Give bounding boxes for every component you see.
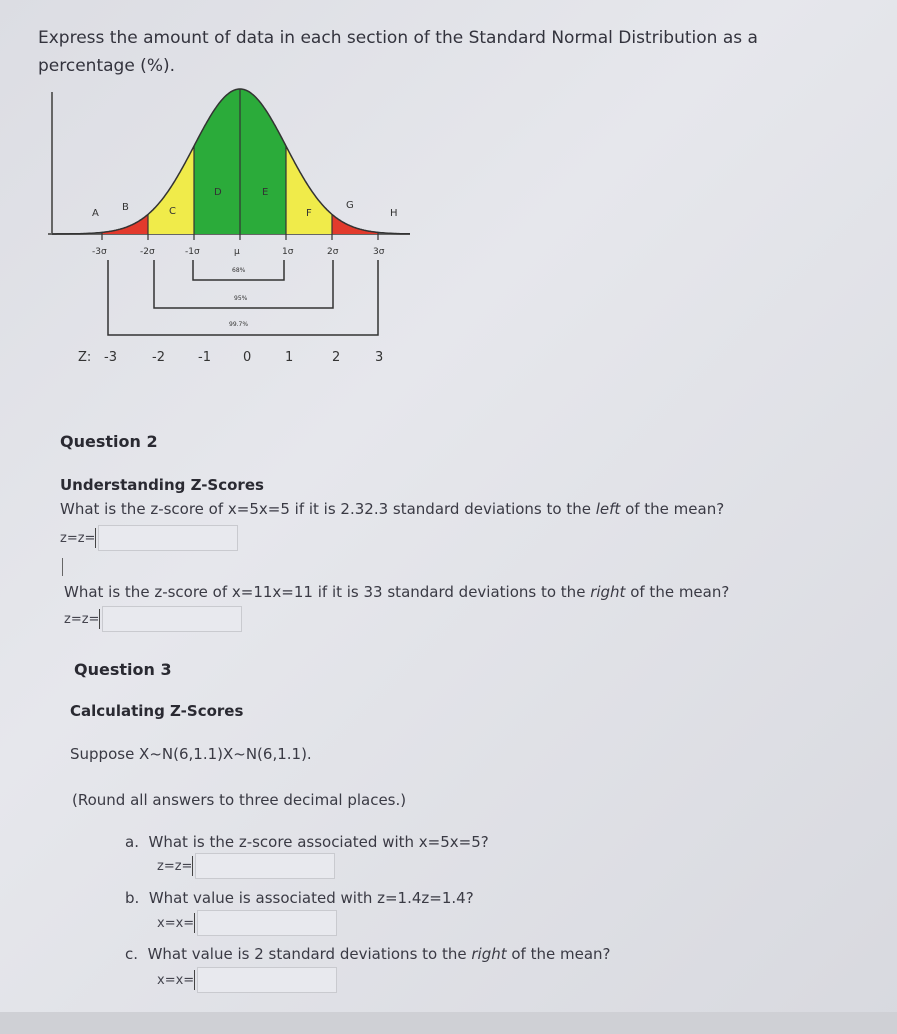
answer-label: z=z= <box>157 858 193 874</box>
question-2-part-1-text: What is the z-score of x=5x=5 if it is 2.32.3 standard deviations to the left of the mean? <box>60 500 725 518</box>
answer-input-q3-b[interactable] <box>197 910 337 936</box>
emphasis-right: right <box>590 583 626 601</box>
question-3-item-a: a. What is the z-score associated with x=5x=5? <box>125 833 489 851</box>
answer-input-q2-1[interactable] <box>98 525 238 551</box>
question-3-rounding-note: (Round all answers to three decimal places.) <box>72 791 407 809</box>
range-label-68: 68% <box>232 267 246 274</box>
answer-label: x=x= <box>157 915 195 931</box>
emphasis-left: left <box>595 500 621 518</box>
answer-input-q2-2[interactable] <box>102 606 242 632</box>
section-label-c: C <box>169 206 176 217</box>
answer-label: z=z= <box>64 611 100 627</box>
sigma-label-pos3: 3σ <box>373 247 385 257</box>
prompt-line-1: Express the amount of data in each section of the Standard Normal Distribution as a <box>38 28 758 48</box>
text-caret <box>194 913 195 933</box>
answer-input-q3-c[interactable] <box>197 967 337 993</box>
answer-label: x=x= <box>157 972 195 988</box>
text-caret <box>99 609 100 629</box>
z-value-neg3: -3 <box>104 350 117 365</box>
z-value-0: 0 <box>243 350 252 365</box>
emphasis-right: right <box>471 945 507 963</box>
text-cursor <box>62 558 63 576</box>
normal-distribution-diagram <box>30 82 410 372</box>
answer-label: z=z= <box>60 530 96 546</box>
answer-input-q3-a[interactable] <box>195 853 335 879</box>
range-label-99-7: 99.7% <box>229 321 249 328</box>
section-label-b: B <box>122 202 129 213</box>
range-label-95: 95% <box>234 295 248 302</box>
answer-row-q3-a <box>157 853 335 879</box>
z-prefix: Z: <box>78 350 92 365</box>
question-3-subheading: Calculating Z-Scores <box>70 702 244 720</box>
text-caret <box>192 856 193 876</box>
question-3-suppose: Suppose X~N(6,1.1)X~N(6,1.1). <box>70 745 312 763</box>
question-3-heading: Question 3 <box>74 660 172 679</box>
question-2-heading: Question 2 <box>60 432 158 451</box>
z-value-3: 3 <box>375 350 384 365</box>
text-caret <box>194 970 195 990</box>
prompt-line-2: percentage (%). <box>38 56 176 76</box>
section-label-f: F <box>306 208 312 219</box>
section-label-e: E <box>262 187 269 198</box>
question-prompt <box>38 24 838 80</box>
z-value-neg2: -2 <box>152 350 165 365</box>
z-value-neg1: -1 <box>198 350 211 365</box>
section-label-g: G <box>346 200 354 211</box>
sigma-label-pos2: 2σ <box>327 247 339 257</box>
z-value-1: 1 <box>285 350 294 365</box>
section-label-d: D <box>214 187 222 198</box>
text-caret <box>95 528 96 548</box>
sigma-label-pos1: 1σ <box>282 247 294 257</box>
sigma-label-neg2: -2σ <box>140 247 155 257</box>
sigma-label-neg1: -1σ <box>185 247 200 257</box>
question-3-item-b: b. What value is associated with z=1.4z=1.4? <box>125 889 474 907</box>
question-2-part-2-text: What is the z-score of x=11x=11 if it is 33 standard deviations to the right of the mean? <box>64 583 730 601</box>
sigma-label-mu: μ <box>234 247 240 257</box>
answer-row-q2-1 <box>60 525 238 551</box>
section-label-h: H <box>390 208 398 219</box>
answer-row-q3-c <box>157 967 337 993</box>
question-2-subheading: Understanding Z-Scores <box>60 476 264 494</box>
answer-row-q3-b <box>157 910 337 936</box>
z-value-2: 2 <box>332 350 341 365</box>
sigma-label-neg3: -3σ <box>92 247 107 257</box>
question-3-item-c: c. What value is 2 standard deviations to the right of the mean? <box>125 945 611 963</box>
section-label-a: A <box>92 208 99 219</box>
screen-bottom-edge <box>0 1012 897 1034</box>
answer-row-q2-2 <box>64 606 242 632</box>
